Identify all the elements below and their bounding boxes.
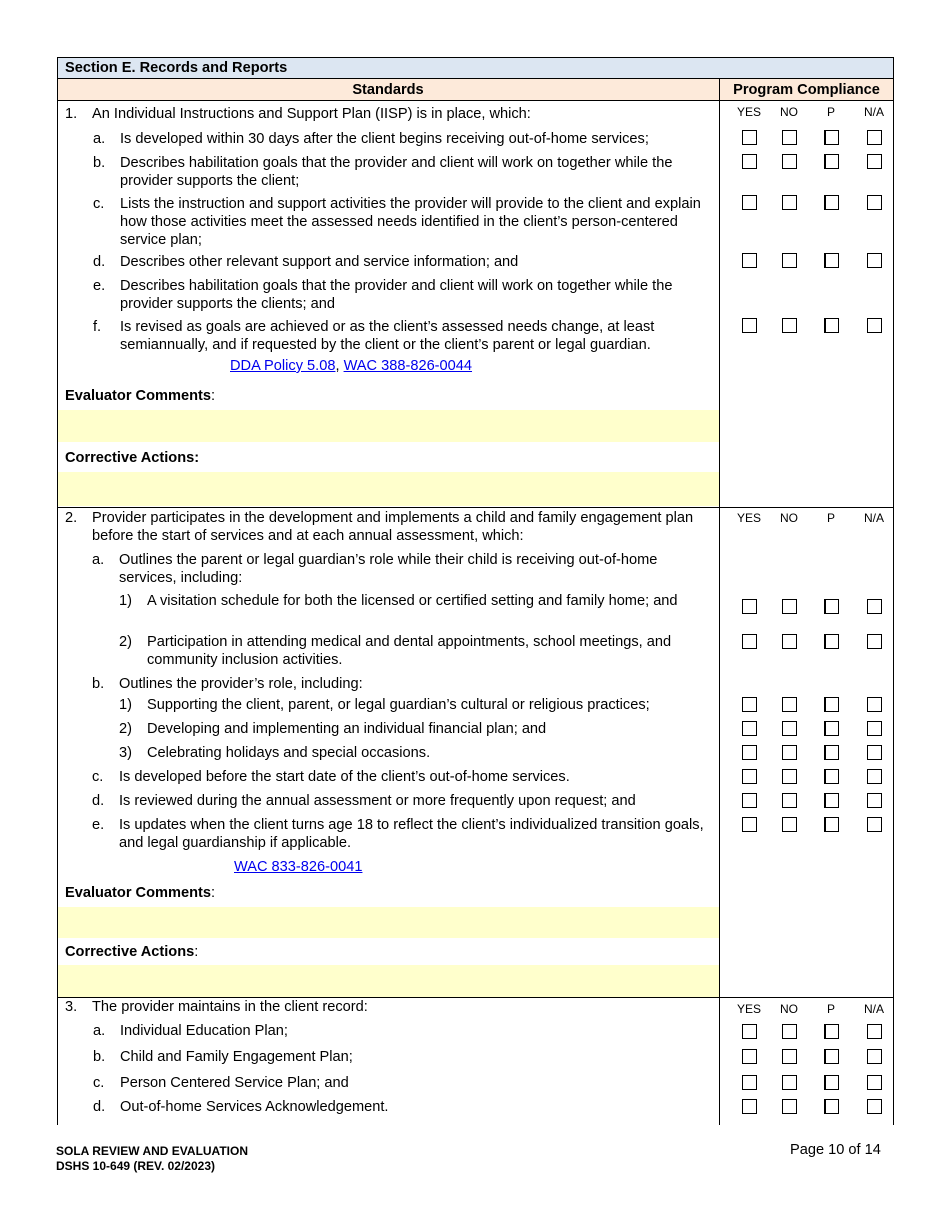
subsubitem-label: 3) — [119, 745, 132, 761]
subitem-label: a. — [92, 552, 105, 568]
col-yes: YES — [736, 511, 761, 525]
checkbox-yes[interactable] — [742, 1049, 757, 1064]
checkbox-no[interactable] — [782, 130, 797, 145]
checkbox-p[interactable] — [824, 154, 839, 169]
reference-link-dda-policy[interactable]: DDA Policy 5.08 — [230, 358, 336, 374]
subsubitem-text: Participation in attending medical and dental appointments, school meetings, and community inclusion activities. — [147, 634, 672, 668]
subitem-label: b. — [93, 155, 106, 171]
subitem-label: c. — [93, 196, 105, 212]
checkbox-no[interactable] — [782, 721, 797, 736]
checkbox-no[interactable] — [782, 318, 797, 333]
references — [234, 858, 362, 876]
checkbox-yes[interactable] — [742, 154, 757, 169]
subitem-label: d. — [93, 254, 106, 270]
evaluator-comments-label: Evaluator Comments: — [65, 885, 216, 901]
subitem-text: Child and Family Engagement Plan; — [120, 1049, 353, 1065]
checkbox-yes[interactable] — [742, 1024, 757, 1039]
checkbox-p[interactable] — [824, 318, 839, 333]
checkbox-p[interactable] — [824, 1099, 839, 1114]
checkbox-na[interactable] — [867, 1049, 882, 1064]
checkbox-p[interactable] — [824, 697, 839, 712]
checkbox-na[interactable] — [867, 1075, 882, 1090]
footer-form-number: DSHS 10-649 (REV. 02/2023) — [56, 1159, 215, 1173]
block-divider — [57, 507, 894, 508]
subsubitem-text: A visitation schedule for both the licensed or certified setting and family home; and — [147, 593, 678, 609]
item-number: 1. — [65, 106, 78, 122]
subitem-text: Describes other relevant support and service information; and — [120, 254, 519, 270]
subitem-text: Is developed before the start date of the client’s out-of-home services. — [119, 769, 570, 785]
reference-link-wac[interactable]: WAC 833-826-0041 — [234, 859, 363, 875]
checkbox-yes[interactable] — [742, 1099, 757, 1114]
checkbox-no[interactable] — [782, 793, 797, 808]
checkbox-na[interactable] — [867, 721, 882, 736]
checkbox-na[interactable] — [867, 769, 882, 784]
checkbox-yes[interactable] — [742, 195, 757, 210]
subitem-text: Out-of-home Services Acknowledgement. — [120, 1099, 389, 1115]
checkbox-p[interactable] — [824, 599, 839, 614]
subitem-text: Person Centered Service Plan; and — [120, 1075, 349, 1091]
checkbox-p[interactable] — [824, 793, 839, 808]
subitem-label: b. — [93, 1049, 106, 1065]
subitem-text: Is developed within 30 days after the client begins receiving out-of-home services; — [120, 131, 649, 147]
checkbox-na[interactable] — [867, 318, 882, 333]
program-compliance-header: Program Compliance — [733, 82, 880, 98]
subitem-text: Individual Education Plan; — [120, 1023, 288, 1039]
col-p: P — [826, 1002, 835, 1016]
checkbox-p[interactable] — [824, 130, 839, 145]
subsubitem-label: 1) — [119, 593, 132, 609]
checkbox-na[interactable] — [867, 817, 882, 832]
checkbox-yes[interactable] — [742, 1075, 757, 1090]
subitem-label: e. — [92, 817, 105, 833]
checkbox-no[interactable] — [782, 697, 797, 712]
checkbox-no[interactable] — [782, 745, 797, 760]
item-text: An Individual Instructions and Support Plan (IISP) is in place, which: — [92, 106, 531, 122]
col-na: N/A — [863, 511, 884, 525]
col-no: NO — [780, 1002, 798, 1016]
subsubitem-text: Developing and implementing an individual financial plan; and — [147, 721, 547, 737]
col-yes: YES — [736, 1002, 761, 1016]
item-text: The provider maintains in the client record: — [92, 999, 368, 1015]
checkbox-no[interactable] — [782, 1075, 797, 1090]
subsubitem-label: 1) — [119, 697, 132, 713]
checkbox-p[interactable] — [824, 721, 839, 736]
subitem-label: a. — [93, 131, 106, 147]
subsubitem-label: 2) — [119, 634, 132, 650]
checkbox-yes[interactable] — [742, 793, 757, 808]
checkbox-p[interactable] — [824, 253, 839, 268]
subitem-label: a. — [93, 1023, 106, 1039]
checkbox-no[interactable] — [782, 154, 797, 169]
checkbox-no[interactable] — [782, 253, 797, 268]
subitem-text: Describes habilitation goals that the provider and client will work on together while the provider supports the client; — [120, 155, 673, 189]
references — [230, 357, 472, 375]
reference-link-wac[interactable]: WAC 388-826-0044 — [343, 358, 473, 374]
col-yes: YES — [736, 105, 761, 119]
checkbox-yes[interactable] — [742, 721, 757, 736]
item-number: 2. — [65, 510, 78, 526]
subsubitem-text: Celebrating holidays and special occasions. — [147, 745, 431, 761]
corrective-actions-field[interactable] — [58, 965, 719, 997]
footer-form-title: SOLA REVIEW AND EVALUATION — [56, 1144, 248, 1158]
subitem-label: c. — [93, 1075, 105, 1091]
subitem-text: Is updates when the client turns age 18 to reflect the client’s individualized transition goals, and legal guardianship if applicable. — [119, 817, 704, 851]
checkbox-na[interactable] — [867, 154, 882, 169]
checkbox-p[interactable] — [824, 745, 839, 760]
checkbox-no[interactable] — [782, 1099, 797, 1114]
evaluator-comments-field[interactable] — [58, 907, 719, 938]
col-na: N/A — [863, 1002, 884, 1016]
subitem-label: f. — [93, 319, 102, 335]
item-text: Provider participates in the development and implements a child and family engagement plan before the start of services and at each annual assessment, which: — [92, 510, 694, 544]
table-right-border — [893, 57, 894, 1125]
checkbox-na[interactable] — [867, 599, 882, 614]
subitem-text: Describes habilitation goals that the provider and client will work on together while the provider supports the clients; and — [120, 278, 673, 312]
corrective-actions-label: Corrective Actions: — [65, 944, 199, 960]
checkbox-na[interactable] — [867, 1099, 882, 1114]
checkbox-yes[interactable] — [742, 253, 757, 268]
subitem-label: d. — [92, 793, 105, 809]
subsubitem-label: 2) — [119, 721, 132, 737]
checkbox-no[interactable] — [782, 817, 797, 832]
checkbox-p[interactable] — [824, 1024, 839, 1039]
checkbox-yes[interactable] — [742, 745, 757, 760]
checkbox-no[interactable] — [782, 1024, 797, 1039]
subitem-text: Is reviewed during the annual assessment or more frequently upon request; and — [119, 793, 636, 809]
subitem-text: Is revised as goals are achieved or as the client’s assessed needs change, at least semiannually, and if requested by the client or the client’s parent or legal guardian. — [120, 319, 655, 353]
checkbox-no[interactable] — [782, 599, 797, 614]
checkbox-yes[interactable] — [742, 130, 757, 145]
checkbox-yes[interactable] — [742, 769, 757, 784]
subitem-label: b. — [92, 676, 105, 692]
column-divider — [719, 78, 720, 1125]
checkbox-na[interactable] — [867, 1024, 882, 1039]
checkbox-no[interactable] — [782, 1049, 797, 1064]
divider — [57, 100, 894, 101]
checkbox-yes[interactable] — [742, 697, 757, 712]
col-p: P — [826, 511, 835, 525]
evaluator-comments-field[interactable] — [58, 410, 719, 442]
checkbox-p[interactable] — [824, 634, 839, 649]
checkbox-na[interactable] — [867, 195, 882, 210]
subitem-text: Outlines the provider’s role, including: — [119, 676, 363, 692]
subitem-label: c. — [92, 769, 104, 785]
checkbox-na[interactable] — [867, 697, 882, 712]
col-na: N/A — [863, 105, 884, 119]
item-number: 3. — [65, 999, 78, 1015]
subitem-text: Outlines the parent or legal guardian’s role while their child is receiving out-of-home services, including: — [119, 552, 658, 586]
checkbox-p[interactable] — [824, 769, 839, 784]
corrective-actions-label: Corrective Actions: — [65, 450, 200, 466]
footer-page-number: Page 10 of 14 — [790, 1142, 881, 1158]
checkbox-p[interactable] — [824, 817, 839, 832]
divider — [57, 78, 894, 79]
col-no: NO — [780, 105, 798, 119]
subitem-text: Lists the instruction and support activities the provider will provide to the client and explain how those activities meet the assessed needs identified in the client’s person-centered service plan; — [120, 196, 701, 248]
checkbox-p[interactable] — [824, 195, 839, 210]
evaluator-comments-label: Evaluator Comments: — [65, 388, 216, 404]
col-no: NO — [780, 511, 798, 525]
subitem-label: d. — [93, 1099, 106, 1115]
table-top-border — [57, 57, 894, 58]
reference-separator: , — [335, 358, 344, 374]
subsubitem-text: Supporting the client, parent, or legal guardian’s cultural or religious practices; — [147, 697, 650, 713]
checkbox-yes[interactable] — [742, 634, 757, 649]
checkbox-no[interactable] — [782, 195, 797, 210]
standards-header: Standards — [352, 82, 424, 98]
checkbox-na[interactable] — [867, 745, 882, 760]
checkbox-na[interactable] — [867, 793, 882, 808]
checkbox-yes[interactable] — [742, 817, 757, 832]
corrective-actions-field[interactable] — [58, 472, 719, 506]
checkbox-yes[interactable] — [742, 318, 757, 333]
checkbox-na[interactable] — [867, 634, 882, 649]
col-p: P — [826, 105, 835, 119]
checkbox-no[interactable] — [782, 634, 797, 649]
checkbox-p[interactable] — [824, 1075, 839, 1090]
checkbox-na[interactable] — [867, 130, 882, 145]
checkbox-no[interactable] — [782, 769, 797, 784]
section-title: Section E. Records and Reports — [65, 60, 288, 76]
checkbox-yes[interactable] — [742, 599, 757, 614]
subitem-label: e. — [93, 278, 106, 294]
checkbox-na[interactable] — [867, 253, 882, 268]
checkbox-p[interactable] — [824, 1049, 839, 1064]
